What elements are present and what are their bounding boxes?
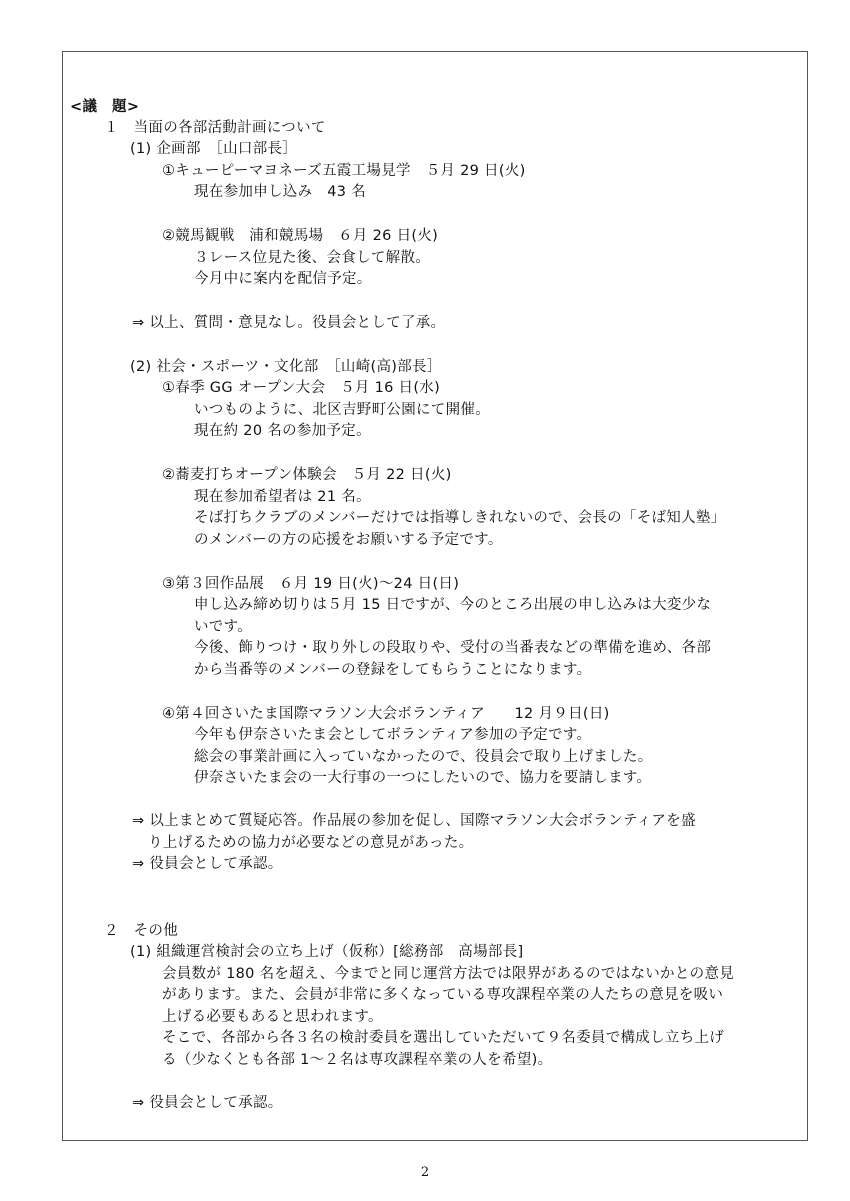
item2-sec1-line: 会員数が 180 名を超え、今までと同じ運営方法では限界があるのではないかとの意見 [162, 966, 735, 982]
item1-sec2-d-line: 総会の事業計画に入っていなかったので、役員会で取り上げました。 [194, 749, 653, 765]
item1-sec2-a-line: いつものように、北区吉野町公園にて開催。 [194, 402, 490, 418]
item2-sec1-line: 上げる必要もあると思われます。 [162, 1009, 383, 1025]
item1-sec2-a-title: ①春季 GG オープン大会 ５月 16 日(水) [162, 380, 441, 396]
agenda-heading: <議 題> [70, 99, 140, 115]
item1-sec1-b-line: ３レース位見た後、会食して解散。 [194, 250, 431, 266]
item1-sec1-a-line: 現在参加申し込み 43 名 [194, 184, 366, 200]
item1-sec2-c-line: から当番等のメンバーの登録をしてもらうことになります。 [194, 662, 592, 678]
item1-sec1-result: ⇒ 以上、質問・意見なし。役員会として了承。 [132, 315, 446, 331]
item1-sec1-title: (1) 企画部 ［山口部長］ [130, 141, 298, 157]
item1-sec2-b-line: のメンバーの方の応援をお願いする予定です。 [194, 532, 503, 548]
item1-sec2-c-line: 今後、飾りつけ・取り外しの段取りや、受付の当番表などの準備を進め、各部 [194, 640, 712, 656]
item2-sec1-line: があります。また、会員が非常に多くなっている専攻課程卒業の人たちの意見を吸い [162, 987, 724, 1003]
item1-sec2-c-title: ③第３回作品展 ６月 19 日(火)～24 日(日) [162, 576, 460, 592]
item2-sec1-result: ⇒ 役員会として承認。 [132, 1095, 283, 1111]
item1-sec1-b-line: 今月中に案内を配信予定。 [194, 271, 372, 287]
item1-sec2-b-line: 現在参加希望者は 21 名。 [194, 489, 371, 505]
item1-sec2-result: ⇒ 以上まとめて質疑応答。作品展の参加を促し、国際マラソン大会ボランティアを盛 [132, 813, 696, 829]
item1-sec2-b-line: そば打ちクラブのメンバーだけでは指導しきれないので、会長の「そば知人塾」 [194, 510, 726, 526]
item1-sec1-b-title: ②競馬観戦 浦和競馬場 ６月 26 日(火) [162, 228, 439, 244]
item2-title: ２ その他 [104, 923, 178, 939]
item1-sec2-c-line: いです。 [194, 619, 253, 635]
item1-sec2-c-line: 申し込み締め切りは５月 15 日ですが、今のところ出展の申し込みは大変少な [194, 597, 712, 613]
item1-sec2-title: (2) 社会・スポーツ・文化部 ［山崎(高)部長］ [130, 359, 442, 375]
item1-sec2-result-cont: り上げるための協力が必要などの意見があった。 [148, 835, 474, 851]
item1-sec1-a-title: ①キューピーマヨネーズ五霞工場見学 ５月 29 日(火) [162, 163, 526, 179]
item1-sec2-approval: ⇒ 役員会として承認。 [132, 856, 283, 872]
item1-sec2-a-line: 現在約 20 名の参加予定。 [194, 423, 371, 439]
page-number: 2 [420, 1165, 430, 1180]
item1-sec2-d-line: 今年も伊奈さいたま会としてボランティア参加の予定です。 [194, 727, 592, 743]
item1-sec2-b-title: ②蕎麦打ちオープン体験会 ５月 22 日(火) [162, 467, 452, 483]
item1-sec2-d-title: ④第４回さいたま国際マラソン大会ボランティア 12 月９日(日) [162, 706, 610, 722]
item1-title: １ 当面の各部活動計画について [104, 120, 326, 136]
item2-sec1-line: そこで、各部から各３名の検討委員を選出していただいて９名委員で構成し立ち上げ [162, 1030, 725, 1046]
item1-sec2-d-line: 伊奈さいたま会の一大行事の一つにしたいので、協力を要請します。 [194, 770, 652, 786]
item2-sec1-line: る（少なくとも各部 1～２名は専攻課程卒業の人を希望)。 [162, 1052, 553, 1068]
item2-sec1-title: (1) 組織運営検討会の立ち上げ（仮称）[総務部 高場部長] [130, 944, 524, 960]
